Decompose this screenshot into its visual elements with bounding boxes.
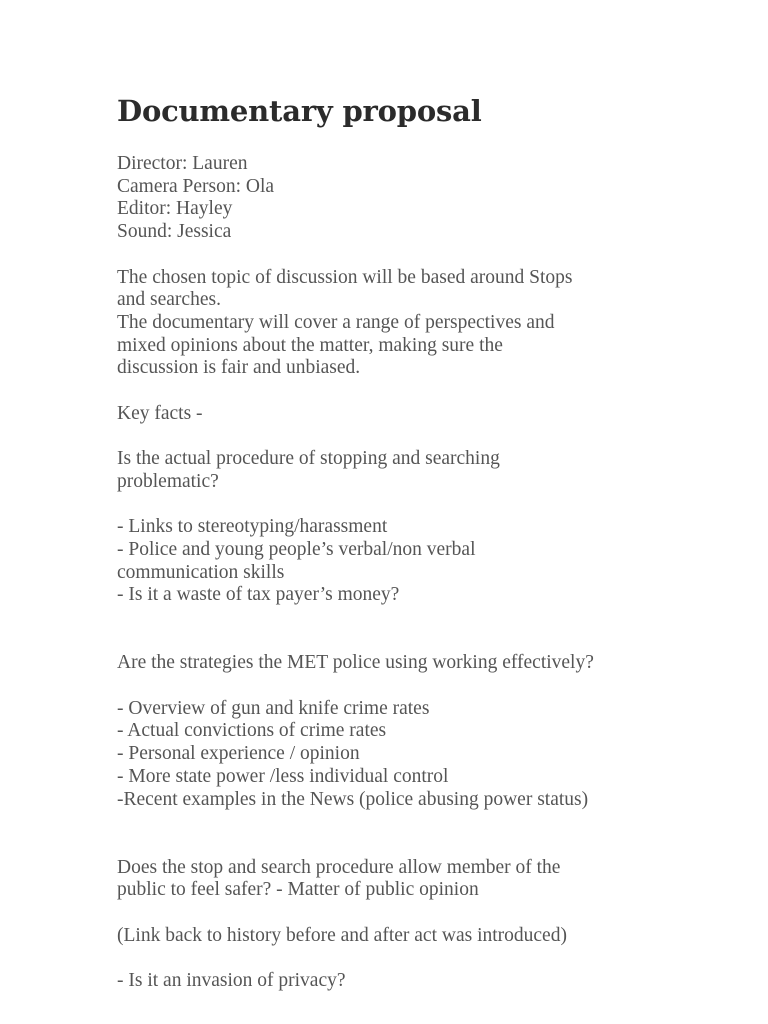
list-item: - Actual convictions of crime rates [117, 720, 387, 742]
question-1-line: problematic? [117, 470, 219, 492]
list-item: - Police and young people’s verbal/non verbal [117, 538, 476, 560]
spacer [117, 811, 677, 834]
history-note: (Link back to history before and after act was introduced) [117, 924, 567, 946]
question-3 [117, 857, 677, 902]
spacer [117, 607, 677, 630]
privacy-point: - Is it an invasion of privacy? [117, 970, 346, 992]
crew-editor: Editor: Hayley [117, 198, 233, 220]
intro-line: The chosen topic of discussion will be based around Stops [117, 266, 573, 288]
crew-camera-person: Camera Person: Ola [117, 175, 275, 197]
list-item: - Links to stereotyping/harassment [117, 516, 388, 538]
question-3-line: public to feel safer? - Matter of public opinion [117, 879, 479, 901]
question-1-points [117, 516, 677, 607]
question-3-line: Does the stop and search procedure allow member of the [117, 856, 561, 878]
spacer [117, 425, 677, 448]
question-1-line: Is the actual procedure of stopping and searching [117, 448, 500, 470]
list-item: communication skills [117, 561, 285, 583]
spacer [117, 675, 677, 698]
list-item: - Personal experience / opinion [117, 743, 360, 765]
spacer [117, 834, 677, 857]
intro-line: The documentary will cover a range of perspectives and [117, 311, 555, 333]
spacer [117, 630, 677, 653]
page-title: Documentary proposal [117, 94, 482, 128]
spacer [117, 380, 677, 403]
intro-line: discussion is fair and unbiased. [117, 357, 361, 379]
key-facts-heading: Key facts - [117, 402, 203, 424]
list-item: - Is it a waste of tax payer’s money? [117, 584, 400, 606]
spacer [117, 947, 677, 970]
document-body [117, 153, 677, 993]
crew-sound: Sound: Jessica [117, 221, 232, 243]
list-item: - Overview of gun and knife crime rates [117, 697, 430, 719]
intro-line: and searches. [117, 289, 221, 311]
intro-line: mixed opinions about the matter, making sure the [117, 334, 503, 356]
list-item: -Recent examples in the News (police abusing power status) [117, 788, 589, 810]
question-2: Are the strategies the MET police using working effectively? [117, 652, 594, 674]
question-1 [117, 448, 677, 493]
spacer [117, 244, 677, 267]
list-item: - More state power /less individual control [117, 765, 449, 787]
crew-director: Director: Lauren [117, 153, 248, 174]
intro-paragraph [117, 267, 677, 381]
crew-list [117, 153, 677, 244]
spacer [117, 902, 677, 925]
question-2-points [117, 698, 677, 812]
spacer [117, 494, 677, 517]
